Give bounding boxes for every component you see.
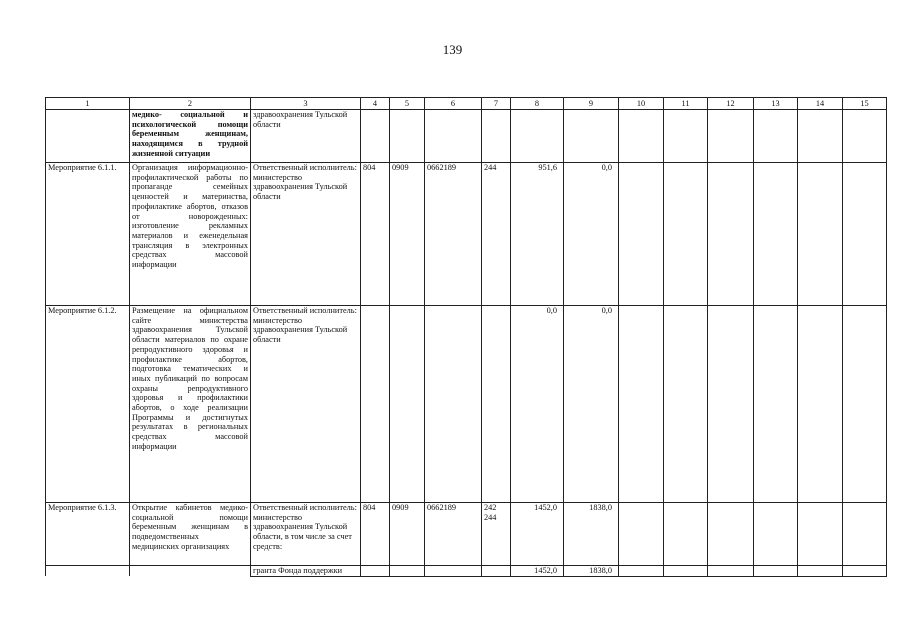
empty-cell (708, 306, 754, 503)
empty-cell (798, 306, 843, 503)
amount-cell: 951,6 (511, 163, 564, 306)
activity-id-cell (46, 566, 130, 577)
header-cell: 11 (664, 98, 708, 110)
empty-cell (843, 306, 887, 503)
empty-cell (619, 503, 664, 566)
header-cell: 1 (46, 98, 130, 110)
activity-id-cell: Мероприятие 6.1.3. (46, 503, 130, 566)
code-cell (482, 110, 511, 163)
table-row (46, 110, 887, 163)
empty-cell (708, 566, 754, 577)
amount-cell: 1452,0 (511, 503, 564, 566)
header-cell: 8 (511, 98, 564, 110)
empty-cell (664, 566, 708, 577)
code-cell: 804 (361, 503, 390, 566)
header-cell: 9 (564, 98, 619, 110)
table-row (46, 503, 887, 566)
amount-cell: 0,0 (564, 163, 619, 306)
header-cell: 15 (843, 98, 887, 110)
amount-cell (511, 110, 564, 163)
header-cell: 13 (754, 98, 798, 110)
code-cell: 804 (361, 163, 390, 306)
amount-cell: 1452,0 (511, 566, 564, 577)
empty-cell (843, 163, 887, 306)
header-cell: 5 (390, 98, 425, 110)
code-cell: 0662189 (425, 503, 482, 566)
empty-cell (708, 110, 754, 163)
empty-cell (754, 163, 798, 306)
program-activities-table (45, 97, 887, 577)
code-cell (425, 110, 482, 163)
empty-cell (664, 306, 708, 503)
empty-cell (708, 163, 754, 306)
empty-cell (664, 110, 708, 163)
amount-cell: 1838,0 (564, 566, 619, 577)
activity-description-cell: Организация информационно-профилактической работы по пропаганде семейных ценностей и материнства, профилактике абортов, отказов от новорожденных: изготовление рекламных материалов и еженедельная трансляция в электронных средствах массовой информации (130, 163, 251, 306)
executor-cell: Ответственный исполнитель: министерство здравоохранения Тульской области, в том числе за счет средств: (251, 503, 361, 566)
empty-cell (798, 566, 843, 577)
empty-cell (843, 503, 887, 566)
empty-cell (754, 503, 798, 566)
activity-description-cell: Размещение на официальном сайте министерства здравоохранения Тульской области материалов по охране репродуктивного здоровья и профилактике абортов, подготовка тематических и иных публикаций по вопросам охраны репродуктивного здоровья и профилактики абортов, о ходе реализации Программы и достигнутых результатах в региональных средствах массовой информации (130, 306, 251, 503)
code-cell: 242 244 (482, 503, 511, 566)
empty-cell (754, 566, 798, 577)
activity-description-cell (130, 566, 251, 577)
empty-cell (619, 163, 664, 306)
table-row (46, 163, 887, 306)
empty-cell (754, 110, 798, 163)
code-cell (361, 306, 390, 503)
header-cell: 10 (619, 98, 664, 110)
table-row (46, 306, 887, 503)
code-cell (482, 306, 511, 503)
activity-id-cell: Мероприятие 6.1.1. (46, 163, 130, 306)
executor-cell: гранта Фонда поддержки (251, 566, 361, 577)
code-cell: 244 (482, 163, 511, 306)
activity-description-cell: Открытие кабинетов медико-социальной помощи беременным женщинам в подведомственных медицинских организациях (130, 503, 251, 566)
activity-description-cell: медико- социальной и психологической помощи беременным женщинам, находящимся в трудной жизненной ситуации (130, 110, 251, 163)
empty-cell (754, 306, 798, 503)
amount-cell: 0,0 (564, 306, 619, 503)
code-cell: 0909 (390, 503, 425, 566)
amount-cell: 0,0 (511, 306, 564, 503)
amount-cell (564, 110, 619, 163)
empty-cell (798, 163, 843, 306)
header-cell: 12 (708, 98, 754, 110)
code-cell (482, 566, 511, 577)
activity-id-cell (46, 110, 130, 163)
code-cell (361, 110, 390, 163)
activity-id-cell: Мероприятие 6.1.2. (46, 306, 130, 503)
code-cell (390, 306, 425, 503)
code-cell: 0909 (390, 163, 425, 306)
amount-cell: 1838,0 (564, 503, 619, 566)
code-cell: 0662189 (425, 163, 482, 306)
header-cell: 2 (130, 98, 251, 110)
empty-cell (619, 110, 664, 163)
empty-cell (843, 566, 887, 577)
header-cell: 4 (361, 98, 390, 110)
empty-cell (664, 503, 708, 566)
empty-cell (708, 503, 754, 566)
header-cell: 3 (251, 98, 361, 110)
empty-cell (798, 110, 843, 163)
code-cell (361, 566, 390, 577)
empty-cell (619, 306, 664, 503)
executor-cell: здравоохранения Тульской области (251, 110, 361, 163)
empty-cell (619, 566, 664, 577)
code-cell (390, 110, 425, 163)
page-number: 139 (442, 42, 463, 57)
code-cell (390, 566, 425, 577)
header-row (46, 98, 887, 110)
code-cell (425, 306, 482, 503)
code-cell (425, 566, 482, 577)
executor-cell: Ответственный исполнитель: министерство здравоохранения Тульской области (251, 163, 361, 306)
table-row (46, 566, 887, 577)
header-cell: 7 (482, 98, 511, 110)
executor-cell: Ответственный исполнитель: министерство здравоохранения Тульской области (251, 306, 361, 503)
empty-cell (843, 110, 887, 163)
header-cell: 6 (425, 98, 482, 110)
header-cell: 14 (798, 98, 843, 110)
empty-cell (798, 503, 843, 566)
empty-cell (664, 163, 708, 306)
